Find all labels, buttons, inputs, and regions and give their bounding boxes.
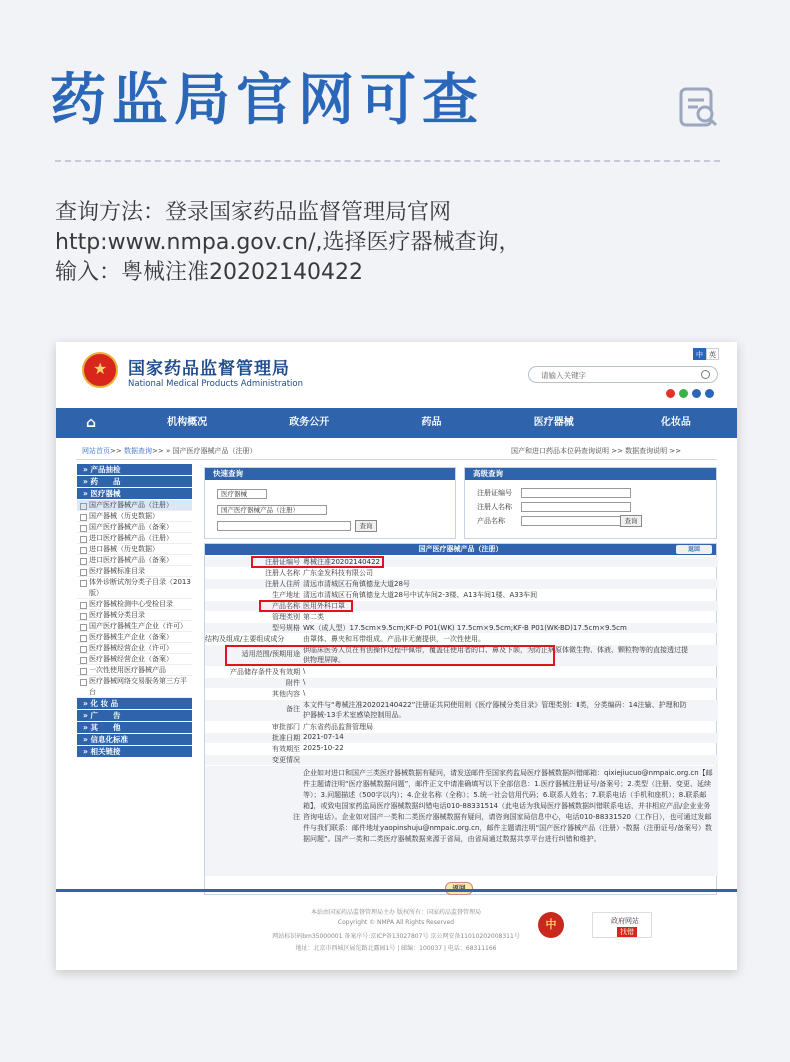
registration-number-input[interactable] [521,488,631,498]
search-placeholder: 请输入关键字 [541,371,586,380]
field-value: \ [303,678,306,686]
detail-table [204,543,717,895]
field-label: 注册人名称 [477,503,512,511]
breadcrumb-sep: >> [151,447,164,455]
advanced-search-panel [464,467,717,539]
footer-divider [56,889,737,892]
search-input[interactable] [528,366,718,383]
lang-en-button[interactable]: 英 [706,348,719,360]
highlight-intended-use [225,645,555,666]
field-key: 附件 [286,679,300,687]
breadcrumb-home[interactable]: 网站首页 [82,447,110,455]
field-value: 本文件与“粤械注准20202140422”注册证共同使用则《医疗器械分类目录》管理类别：Ⅱ类，分类编码：14注输、护理和防 [303,701,687,709]
nav-item[interactable]: 机构概况 [167,417,208,428]
instruction-line-1: 查询方法：登录国家药品监督管理局官网 [55,200,452,225]
breadcrumb [82,446,256,456]
language-switch[interactable] [693,348,719,360]
advanced-search-button[interactable]: 查询 [620,515,642,527]
wechat-icon[interactable] [679,389,688,398]
detail-title [205,544,716,555]
field-value: 供临床医务人员在有创操作过程中佩带，覆盖住使用者的口、鼻及下颌，为防止病原体微生物、体液、颗粒物等的直接透过提 [303,646,688,654]
app-icon[interactable] [692,389,701,398]
category-select[interactable]: 医疗器械 [217,489,267,499]
document-search-icon [678,86,720,130]
field-key: 型号规格 [272,624,300,632]
return-button[interactable]: 返回 [445,882,473,895]
gov-website-error-report-badge[interactable] [592,912,652,938]
database-select[interactable]: 国产医疗器械产品（注册） [217,505,327,515]
sidebar-category[interactable]: » 医疗器械 [77,488,192,499]
quick-search-panel [204,467,456,539]
sidebar-item[interactable]: 体外诊断试剂分类子目录（2013版） [77,577,192,599]
field-key: 审批部门 [272,723,300,731]
sidebar-item[interactable]: 国产医疗器械产品（注册） [77,500,192,511]
social-icons [666,389,714,398]
field-value: 护器械-13手术室感染控制用品。 [303,711,406,719]
footer-line-2: Copyright © NMPA All Rights Reserved [337,919,455,926]
quick-search-title: 快速查询 [205,468,455,480]
field-value: 广东金发科技有限公司 [303,569,373,577]
field-key: 生产地址 [272,591,300,599]
field-key: 其他内容 [272,690,300,698]
field-key: 注册人住所 [265,580,300,588]
sidebar-item[interactable]: 进口医疗器械产品（注册） [77,533,192,544]
sidebar-item[interactable]: 医疗器械分类目录 [77,610,192,621]
sidebar-category[interactable]: » 药 品 [77,476,192,487]
field-value: 清远市清城区石角镇德龙大道28号 [303,580,410,588]
field-key: 有效期至 [272,745,300,753]
field-value: 清远市清城区石角镇德龙大道28号中试车间2-3楼、A13车间1楼、A33车间 [303,591,538,599]
field-value: 广东省药品监督管理局 [303,723,373,731]
party-gov-badge-icon[interactable]: 中 [538,912,564,938]
search-icon[interactable] [701,370,710,379]
help-links[interactable]: 国产和进口药品本位码查询说明 >> 数据查询说明 >> [511,447,682,455]
sidebar-item[interactable]: 国产医疗器械产品（备案） [77,522,192,533]
national-emblem-logo [82,352,118,388]
back-button[interactable]: 返回 [676,545,712,554]
product-name-input[interactable] [521,516,631,526]
field-value: 粤械注准20202140422 [303,558,380,566]
website-screenshot [56,342,737,970]
field-key: 变更情况 [272,756,300,764]
field-label: 产品名称 [477,517,505,525]
nav-item[interactable]: 药品 [421,417,442,428]
sidebar-item[interactable]: 医疗器械网络交易服务第三方平台 [77,676,192,698]
breadcrumb-sep: >> [110,447,122,455]
sidebar-category[interactable]: » 广 告 [77,710,192,721]
field-label: 注册证编号 [477,489,512,497]
site-name-en: National Medical Products Administration [128,379,303,389]
user-icon[interactable] [705,389,714,398]
sidebar-item[interactable]: 医疗器械经营企业（备案） [77,654,192,665]
field-value: WK（成人型）17.5cm×9.5cm;KF-D P01(WK) 17.5cm×9.5cm;KF-B P01(WK-BD)17.5cm×9.5cm [303,624,627,632]
site-header [56,342,737,407]
footer-line-4: 地址：北京市西城区展览路北露园1号 | 邮编：100037 | 电话：68311166 [295,945,497,952]
field-value: 由罩体、鼻夹和耳带组成。产品非无菌提供，一次性使用。 [303,635,485,643]
instruction-line-2: http:www.nmpa.gov.cn/,选择医疗器械查询， [55,230,521,255]
sidebar [77,464,192,758]
field-value: 第二类 [303,613,324,621]
sidebar-item[interactable]: 医疗器械经营企业（许可） [77,643,192,654]
field-value: 供物理屏障。 [303,656,345,664]
breadcrumb-data[interactable]: 数据查询 [123,447,152,455]
instructions [55,198,745,288]
field-key: 结构及组成/主要组成成分 [205,635,285,643]
sidebar-item[interactable]: 进口器械（历史数据） [77,544,192,555]
field-key: 注册人名称 [265,569,300,577]
divider [55,160,720,162]
field-key: 产品名称 [272,602,300,610]
note-text: 企业如对进口和国产三类医疗器械数据有疑问，请发送邮件至国家药监局医疗器械数据纠错邮箱：qixiejiucuo@nmpaic.org.cn【邮件主题请注明“医疗器械数据问题”，邮件正文中请准确填写以下全部信息：1.医疗器械注册证号/备案号；2.类型（注册、变更、延续等）；3.问题描述（500字以内）；4.企业名称（全称）；5.统一社会信用代码；6.联系人姓名；7.联系电话（手机和座机）；8.联系邮箱】，或致电国家药监局医疗器械数据纠错电话010-88331514（此电话为我局医疗器械数据纠错联系电话，并非相应产品/企业业务咨询电话）。企业如对国产一类和二类医疗器械数据有疑问，请咨询国家局信息中心，电话010-88331520（工作日），也可通过发邮件与我们联系：邮件地址yaopinshuju@nmpaic.org.cn，邮件主题请注明“国产医疗器械产品（注册）-数据（注册证号/备案号）数据问题”。国产一类和二类医疗器械数据来源于省局，由省局通过数据共享平台进行纠错和维护。 [303,769,713,843]
field-key: 批准日期 [272,734,300,742]
badge-text: 找错 [617,927,637,937]
quick-search-button[interactable]: 查询 [355,520,377,532]
lang-cn-button[interactable]: 中 [693,348,706,360]
sidebar-category[interactable]: » 产品抽检 [77,464,192,475]
divider [76,459,717,460]
field-key: 管理类别 [272,613,300,621]
field-key: 注册证编号 [265,558,300,566]
main-nav [56,408,737,438]
advanced-search-title: 高级查询 [465,468,716,480]
sidebar-item[interactable]: 一次性使用医疗器械产品 [77,665,192,676]
highlight-product-name [259,600,353,612]
sidebar-item[interactable]: 国产医疗器械生产企业（许可） [77,621,192,632]
badge-text: 政府网站 [611,917,639,925]
sidebar-category[interactable]: » 信息化标准 [77,734,192,745]
nav-item[interactable]: 政务公开 [289,417,330,428]
registrant-name-input[interactable] [521,502,631,512]
nav-item[interactable]: 化妆品 [660,417,691,428]
field-key: 备注 [286,705,300,713]
sidebar-item[interactable]: 医疗器械生产企业（备案） [77,632,192,643]
sidebar-category[interactable]: » 化 妆 品 [77,698,192,709]
field-value: \ [303,667,306,675]
nav-item[interactable]: 医疗器械 [533,417,574,428]
sidebar-category[interactable]: » 相关链接 [77,746,192,757]
home-icon[interactable]: ⌂ [85,415,97,431]
instruction-line-3: 输入：粤械注准20202140422 [55,260,363,285]
footer-line-3[interactable]: 网站标识码bm35000001 备案序号:京ICP备13027807号 京公网安备11010202008311号 [272,933,520,940]
site-name-cn[interactable]: 国家药品监督管理局 [128,359,290,379]
field-value: 2025-10-22 [303,744,344,752]
page-heading: 药监局官网可查 [50,68,484,133]
sidebar-category[interactable]: » 其 他 [77,722,192,733]
sidebar-item[interactable]: 国产器械（历史数据） [77,511,192,522]
detail-title-text: 国产医疗器械产品（注册） [418,545,503,553]
breadcrumb-current: » 国产医疗器械产品（注册） [165,447,257,455]
sidebar-item[interactable]: 医疗器械检测中心受检目录 [77,599,192,610]
field-value: \ [303,689,306,697]
weibo-icon[interactable] [666,389,675,398]
field-key: 适用范围/预期用途 [241,650,300,658]
sidebar-item[interactable]: 医疗器械标准目录 [77,566,192,577]
sidebar-item[interactable]: 进口医疗器械产品（备案） [77,555,192,566]
note-label: 注 [293,813,300,821]
footer-line-1: 本站由国家药品监督管理局主办 版权所有：国家药品监督管理局 [311,909,481,916]
highlight-registration-number [251,556,384,568]
keyword-input[interactable] [217,521,351,531]
field-value: 2021-07-14 [303,733,344,741]
field-key: 产品储存条件及有效期 [230,668,300,676]
field-value: 医用外科口罩 [303,602,345,610]
